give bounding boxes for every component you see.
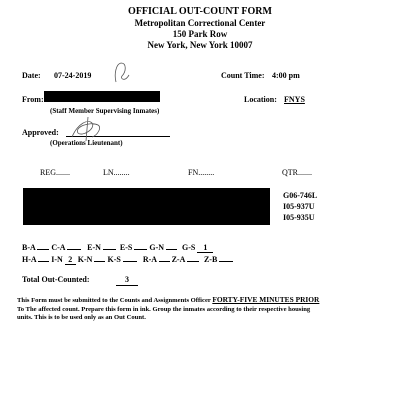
- unit-code: G-N: [149, 243, 165, 252]
- unit-count: [123, 252, 137, 262]
- unit-code: K-S: [107, 255, 121, 264]
- instructions-emphasis: FORTY-FIVE MINUTES PRIOR: [212, 295, 320, 304]
- date-label: Date:: [22, 71, 41, 80]
- form-title: OFFICIAL OUT-COUNT FORM: [128, 6, 272, 17]
- unit-code: Z-A: [171, 255, 185, 264]
- total-value: 3: [116, 275, 138, 286]
- unit-count: [166, 240, 177, 250]
- unit-code: E-S: [119, 243, 133, 252]
- initials-mark: [110, 60, 132, 86]
- column-qtr: QTR.......: [282, 168, 312, 177]
- unit-code: C-A: [51, 243, 66, 252]
- unit-count: 1: [197, 243, 213, 253]
- instructions-line-2: To The affected count. Prepare this form in ink. Group the inmates according to their respective housing: [17, 305, 311, 313]
- unit-code: Z-B: [203, 255, 218, 264]
- unit-code: E-N: [87, 243, 101, 252]
- location-value: FNYS: [284, 95, 305, 104]
- unit-count: [103, 240, 116, 250]
- redacted-staff-name: [44, 91, 160, 102]
- unit-count: [187, 252, 199, 262]
- quarter-item: G06-746L: [283, 191, 318, 200]
- instructions-line-3: units. This is to be used only as an Out Count.: [17, 314, 146, 322]
- institution-name: Metropolitan Correctional Center: [134, 18, 266, 28]
- unit-count: [67, 240, 81, 250]
- unit-row-2: [22, 252, 233, 265]
- institution-street: 150 Park Row: [172, 29, 228, 39]
- approved-caption: (Operations Lieutenant): [50, 139, 123, 147]
- from-label: From:: [22, 95, 44, 104]
- unit-count: 2: [65, 255, 76, 265]
- count-time-label: Count Time:: [221, 71, 265, 80]
- column-fn: FN........: [188, 168, 215, 177]
- total-label: Total Out-Counted:: [22, 275, 90, 284]
- from-caption: (Staff Member Supervising Inmates): [50, 107, 160, 115]
- unit-code: R-A: [142, 255, 157, 264]
- approved-label: Approved:: [22, 128, 59, 137]
- column-reg: REG.......: [40, 168, 70, 177]
- unit-count: [94, 252, 105, 262]
- unit-code: K-N: [77, 255, 93, 264]
- unit-code: I-N: [51, 255, 63, 264]
- quarter-item: I05-937U: [283, 202, 315, 211]
- date-value: 07-24-2019: [54, 71, 92, 80]
- unit-code: B-A: [22, 243, 36, 252]
- unit-count: [134, 240, 147, 250]
- unit-count: [37, 240, 49, 250]
- redacted-inmate-list: [23, 188, 270, 225]
- institution-city: New York, New York 10007: [147, 40, 253, 50]
- count-time-value: 4:00 pm: [272, 71, 300, 80]
- unit-count: [159, 252, 170, 262]
- column-ln: LN........: [103, 168, 130, 177]
- instructions-line-1: This Form must be submitted to the Counts and Assignments Officer: [17, 297, 213, 304]
- unit-code: H-A: [22, 255, 37, 264]
- unit-count: [38, 252, 49, 262]
- quarter-item: I05-935U: [283, 213, 315, 222]
- instructions: [17, 296, 389, 323]
- unit-code: G-S: [182, 243, 196, 252]
- unit-count: [219, 252, 233, 262]
- location-label: Location:: [244, 95, 277, 104]
